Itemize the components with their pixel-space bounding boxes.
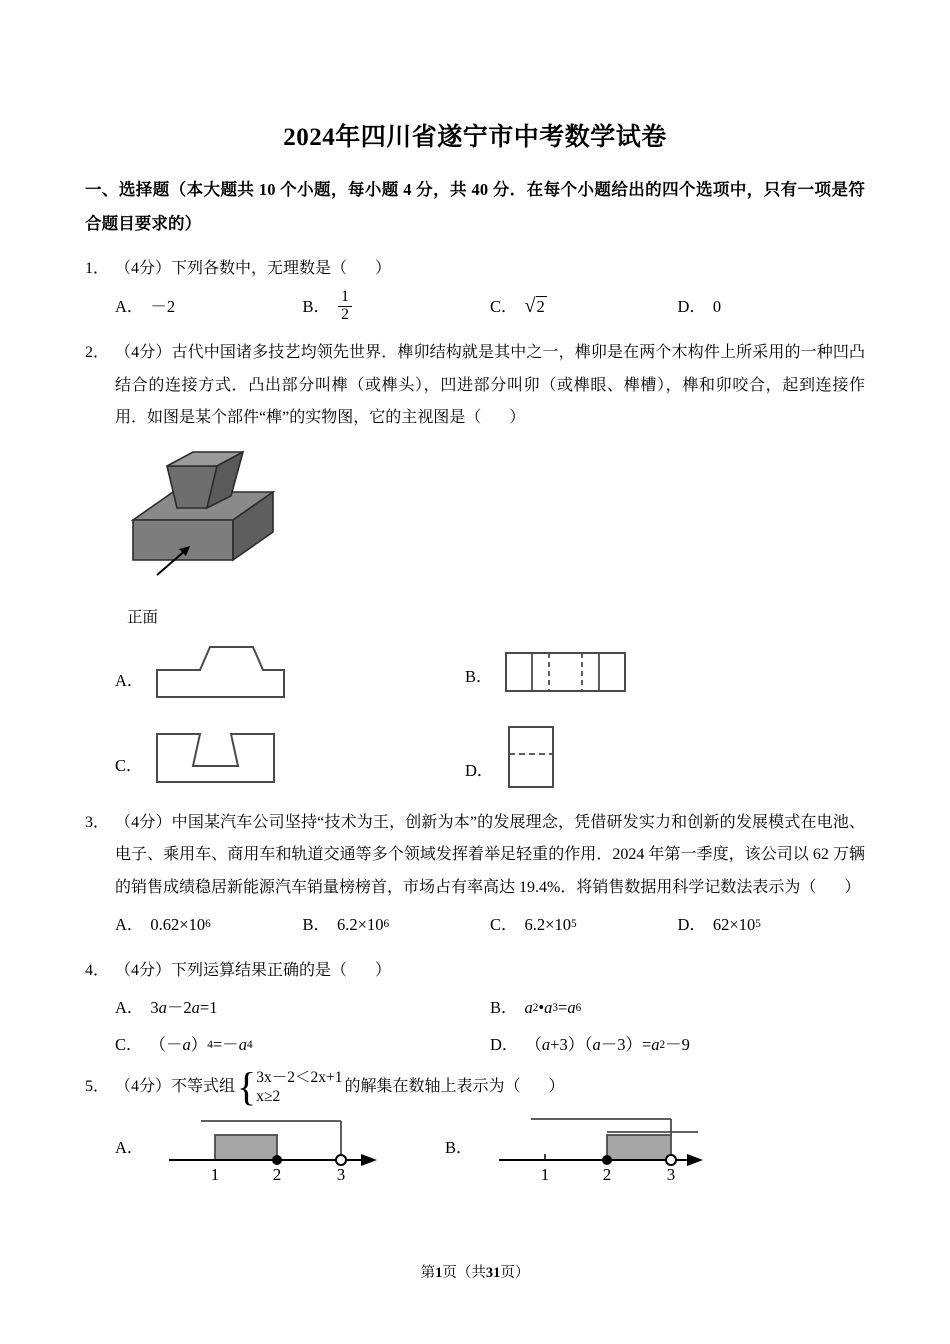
numberline-1-2-shape bbox=[153, 1112, 413, 1184]
option-5-b-label: B． bbox=[445, 1138, 473, 1158]
fraction-one-half bbox=[338, 289, 352, 323]
question-5-number: 5． bbox=[85, 1078, 110, 1096]
inequality-line-1: 3x－2＜2x+1 bbox=[256, 1069, 343, 1087]
option-2-c[interactable] bbox=[115, 728, 465, 786]
option-3-c-label: C． bbox=[490, 914, 518, 934]
question-1-number: 1． bbox=[85, 259, 110, 277]
left-brace-icon: { bbox=[237, 1064, 257, 1110]
front-face-label: 正面 bbox=[127, 608, 159, 626]
option-3-b-label: B． bbox=[302, 914, 331, 934]
option-3-b-mantissa: 6.2 bbox=[337, 914, 358, 934]
option-4-d[interactable]: D． （ a +3）（ a －3） = a 2 －9 bbox=[490, 1028, 865, 1061]
multiply-icon: × bbox=[545, 914, 555, 934]
option-3-b[interactable]: B． 6.2 × 10 6 bbox=[303, 908, 491, 941]
option-4-c-label: C． bbox=[115, 1035, 143, 1055]
inequality-line-2: x≥2 bbox=[256, 1087, 281, 1105]
option-2-d[interactable] bbox=[465, 723, 563, 791]
radicand: 2 bbox=[536, 297, 545, 317]
question-4-number: 4． bbox=[85, 961, 110, 979]
option-4-c-var2: a bbox=[238, 1035, 247, 1055]
square-root-icon bbox=[525, 296, 547, 316]
option-4-d-var1: a bbox=[541, 1035, 551, 1055]
tick-label-1: 1 bbox=[211, 1164, 220, 1184]
page-title: 2024年四川省遂宁市中考数学试卷 bbox=[283, 124, 667, 151]
option-4-a-eq: =1 bbox=[199, 998, 218, 1018]
option-4-c-open: （－ bbox=[149, 1035, 183, 1055]
question-3-tail: ） bbox=[844, 878, 861, 896]
section-heading: 一、选择题（本大题共 10 个小题，每小题 4 分，共 40 分．在每个小题给出的四个选项中，只有一项是符合题目要求的） bbox=[85, 180, 865, 234]
question-1-tail: ） bbox=[375, 259, 392, 277]
question-2-options-row-1 bbox=[115, 643, 865, 701]
radical-sign: √ bbox=[524, 295, 536, 318]
option-1-b[interactable] bbox=[303, 289, 491, 323]
question-4-score: （4分） bbox=[115, 961, 172, 979]
tick-label-2: 2 bbox=[273, 1164, 282, 1184]
tick-label-2: 2 bbox=[602, 1164, 611, 1184]
page-footer bbox=[0, 1261, 950, 1282]
option-4-c[interactable]: C． （－ a ） 4 =－ a 4 bbox=[115, 1028, 490, 1061]
option-4-d-open: （ bbox=[525, 1035, 542, 1055]
side-view-tall-rect-shape bbox=[503, 723, 563, 791]
question-2-score: （4分） bbox=[115, 344, 172, 362]
tick-label-1: 1 bbox=[540, 1164, 549, 1184]
multiply-icon: × bbox=[357, 914, 367, 934]
question-1-options bbox=[115, 289, 865, 323]
option-4-a[interactable] bbox=[115, 991, 490, 1024]
question-3-stem: 中国某汽车公司坚持“技术为王，创新为本”的发展理念，凭借研发实力和创新的发展模式在电池、电子、乘用车、商用车和轨道交通等多个领域发挥着举足轻重的作用．2024 年第一季度，该公司以 62 万辆的销售成绩稳居新能源汽车销量榜榜首，市场占有率高达 19.4%．将销售数据用科学记数法表示为（ bbox=[115, 813, 865, 896]
option-4-d-var2: a bbox=[592, 1035, 601, 1055]
question-1 bbox=[85, 253, 865, 324]
tick-label-3: 3 bbox=[337, 1164, 346, 1184]
option-1-b-label: B． bbox=[302, 296, 331, 316]
question-4-options-row-2 bbox=[115, 1028, 865, 1061]
multiply-icon: × bbox=[179, 914, 189, 934]
option-4-a-label: A． bbox=[115, 998, 144, 1018]
question-4-text bbox=[115, 955, 865, 987]
question-5-tail: ） bbox=[548, 1078, 565, 1096]
question-2-stem: 古代中国诸多技艺均领先世界．榫卯结构就是其中之一，榫卯是在两个木构件上所采用的一种凹凸结合的连接方式．凸出部分叫榫（或榫头），凹进部分叫卯（或榫眼、榫槽），榫和卯咬合，起到连接作用．如图是某个部件“榫”的实物图，它的主视图是（ bbox=[115, 344, 865, 427]
option-4-b-eq: = bbox=[558, 998, 568, 1018]
option-1-d[interactable] bbox=[678, 289, 866, 323]
option-3-a-base: 10 bbox=[188, 914, 206, 934]
question-5-stem: 不等式组 bbox=[171, 1078, 236, 1096]
question-1-score: （4分） bbox=[115, 259, 172, 277]
option-3-c-base: 10 bbox=[554, 914, 571, 934]
option-4-d-var3: a bbox=[651, 1035, 660, 1055]
fraction-denominator: 2 bbox=[341, 305, 350, 323]
question-2-text bbox=[115, 337, 865, 434]
option-4-c-eq: =－ bbox=[212, 1035, 239, 1055]
question-3-number: 3． bbox=[85, 813, 110, 831]
option-2-a[interactable] bbox=[115, 643, 465, 701]
footer-page-number: 1 bbox=[435, 1265, 443, 1281]
option-3-d[interactable]: D． 62 × 10 5 bbox=[678, 908, 866, 941]
question-4-tail: ） bbox=[375, 961, 392, 979]
fraction-numerator: 1 bbox=[338, 289, 352, 307]
question-2-number: 2． bbox=[85, 344, 110, 362]
option-4-a-var1: a bbox=[158, 998, 167, 1018]
question-4-stem: 下列运算结果正确的是（ bbox=[171, 961, 348, 979]
question-5-score: （4分） bbox=[115, 1078, 172, 1096]
option-3-d-label: D． bbox=[677, 914, 706, 934]
footer-total-pages: 31 bbox=[485, 1265, 501, 1281]
option-1-c-label: C． bbox=[490, 296, 518, 316]
option-4-b-var3: a bbox=[567, 998, 576, 1018]
option-2-b[interactable] bbox=[465, 647, 628, 697]
question-5-stem-after: 的解集在数轴上表示为（ bbox=[344, 1078, 521, 1096]
option-4-b-label: B． bbox=[490, 998, 518, 1018]
question-2-illustration bbox=[115, 448, 865, 633]
option-4-a-var2: a bbox=[191, 998, 200, 1018]
option-4-b-var1: a bbox=[524, 998, 533, 1018]
option-4-b-var2: a bbox=[544, 998, 553, 1018]
option-4-d-plus: +3）（ bbox=[550, 1035, 593, 1055]
front-view-notch-down-shape bbox=[153, 728, 278, 786]
question-3 bbox=[85, 807, 865, 941]
option-4-d-tail: －9 bbox=[665, 1035, 690, 1055]
footer-prefix: 第 bbox=[420, 1265, 436, 1281]
option-5-b[interactable] bbox=[445, 1112, 743, 1184]
question-1-text bbox=[115, 253, 865, 285]
option-1-a[interactable] bbox=[115, 289, 303, 323]
option-4-a-coef: 3 bbox=[150, 998, 159, 1018]
option-4-d-label: D． bbox=[490, 1035, 519, 1055]
footer-suffix: 页） bbox=[500, 1265, 530, 1281]
option-4-d-eq: = bbox=[641, 1035, 652, 1055]
question-2-options-row-2 bbox=[115, 723, 865, 791]
option-3-c[interactable]: C． 6.2 × 10 5 bbox=[490, 908, 678, 941]
option-3-a-mantissa: 0.62 bbox=[150, 914, 180, 934]
option-4-d-minus: －3） bbox=[600, 1035, 642, 1055]
option-2-b-label: B． bbox=[465, 666, 493, 686]
question-2-tail: ） bbox=[509, 409, 526, 427]
option-1-d-value: 0 bbox=[712, 296, 722, 316]
front-view-tenon-up-shape bbox=[153, 643, 288, 701]
option-4-c-close: ） bbox=[190, 1035, 208, 1055]
question-3-score: （4分） bbox=[115, 813, 172, 831]
option-2-d-label: D． bbox=[465, 760, 494, 780]
option-3-a-label: A． bbox=[115, 914, 144, 934]
option-1-d-label: D． bbox=[677, 296, 706, 316]
footer-middle: 页（共 bbox=[442, 1265, 486, 1281]
multiply-icon: × bbox=[729, 914, 739, 934]
question-4 bbox=[85, 955, 865, 1061]
numberline-2-3-shape bbox=[483, 1112, 743, 1184]
inequality-system bbox=[237, 1064, 343, 1110]
question-1-stem: 下列各数中，无理数是（ bbox=[171, 259, 348, 277]
option-5-a-label: A． bbox=[115, 1138, 144, 1158]
question-5 bbox=[85, 1064, 865, 1184]
option-3-b-base: 10 bbox=[366, 914, 384, 934]
multiply-dot-icon: • bbox=[538, 998, 545, 1018]
option-1-a-label: A． bbox=[115, 296, 144, 316]
question-2 bbox=[85, 337, 865, 791]
question-5-options bbox=[115, 1112, 865, 1184]
option-4-b[interactable]: B． a 2 • a 3 = a 6 bbox=[490, 991, 865, 1024]
question-3-text bbox=[115, 807, 865, 904]
question-3-options bbox=[115, 908, 865, 941]
option-2-c-label: C． bbox=[115, 755, 143, 775]
tenon-3d-figure bbox=[115, 448, 305, 593]
option-3-a[interactable]: A． 0.62 × 10 6 bbox=[115, 908, 303, 941]
option-2-a-label: A． bbox=[115, 670, 144, 690]
tick-label-3: 3 bbox=[666, 1164, 675, 1184]
option-1-a-value: －2 bbox=[150, 296, 176, 316]
option-1-c[interactable] bbox=[490, 289, 678, 323]
top-view-rect-lines-shape bbox=[503, 647, 628, 697]
option-3-d-base: 10 bbox=[738, 914, 756, 934]
option-3-c-mantissa: 6.2 bbox=[524, 914, 546, 934]
option-4-c-var1: a bbox=[182, 1035, 191, 1055]
option-4-a-mid: －2 bbox=[166, 998, 192, 1018]
option-3-d-mantissa: 62 bbox=[712, 914, 730, 934]
option-5-a[interactable] bbox=[115, 1112, 445, 1184]
question-4-options-row-1 bbox=[115, 991, 865, 1024]
